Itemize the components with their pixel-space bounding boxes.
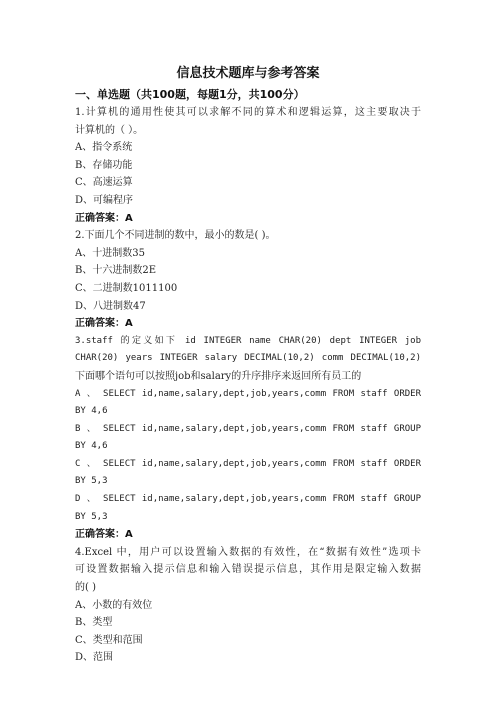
question-4-option-b: B、类型 bbox=[75, 617, 113, 629]
question-4-stem-line-1: 4.Excel 中，用户可以设置输入数据的有效性，在“数据有效性”选项卡 bbox=[75, 546, 421, 558]
document-title: 信息技术题库与参考答案 bbox=[176, 66, 320, 81]
question-4-stem-line-3: 的( ) bbox=[75, 582, 96, 594]
question-3-option-c-line-1: C 、 SELECT id,name,salary,dept,job,years,comm FROM staff ORDER bbox=[75, 458, 421, 469]
question-3-option-c-line-2: BY 5,3 bbox=[75, 476, 108, 487]
question-3-stem-line-2: CHAR(20) years INTEGER salary DECIMAL(10,2) comm DECIMAL(10,2) bbox=[75, 353, 421, 364]
question-2 bbox=[75, 227, 421, 333]
page-content bbox=[75, 64, 421, 667]
question-3-option-b-line-1: B 、 SELECT id,name,salary,dept,job,years,comm FROM staff GROUP bbox=[75, 423, 421, 434]
question-1-option-b: B、存储功能 bbox=[75, 159, 133, 171]
question-2-stem: 2.下面几个不同进制的数中，最小的数是( )。 bbox=[75, 230, 276, 242]
question-3-option-d-line-1: D 、 SELECT id,name,salary,dept,job,years,comm FROM staff GROUP bbox=[75, 494, 421, 505]
question-2-answer: 正确答案：A bbox=[75, 318, 133, 330]
question-4-stem-line-2: 可设置数据输入提示信息和输入错误提示信息，其作用是限定输入数据 bbox=[75, 564, 421, 576]
question-3-answer: 正确答案：A bbox=[75, 529, 133, 541]
question-4-option-d: D、范围 bbox=[75, 652, 114, 664]
question-1-option-a: A、指令系统 bbox=[75, 142, 133, 154]
question-3-option-d-line-2: BY 5,3 bbox=[75, 511, 108, 522]
question-4-option-a: A、小数的有效位 bbox=[75, 599, 153, 611]
question-3-option-a-line-1: A 、 SELECT id,name,salary,dept,job,years,comm FROM staff ORDER bbox=[75, 388, 421, 399]
question-3-option-a-line-2: BY 4,6 bbox=[75, 406, 108, 417]
question-2-option-b: B、十六进制数2E bbox=[75, 265, 157, 277]
question-3-option-b-line-2: BY 4,6 bbox=[75, 441, 108, 452]
question-1 bbox=[75, 104, 421, 227]
question-2-option-d: D、八进制数47 bbox=[75, 300, 146, 312]
question-1-stem-line-1: 1.计算机的通用性使其可以求解不同的算术和逻辑运算，这主要取决于 bbox=[75, 107, 421, 118]
question-1-answer: 正确答案：A bbox=[75, 212, 133, 224]
question-4 bbox=[75, 544, 421, 667]
question-3-stem-line-1: 3.staff 的定义如下 id INTEGER name CHAR(20) dept INTEGER job bbox=[75, 335, 421, 346]
question-2-option-a: A、十进制数35 bbox=[75, 247, 145, 259]
question-4-option-c: C、类型和范围 bbox=[75, 634, 143, 646]
question-1-option-d: D、可编程序 bbox=[75, 194, 134, 206]
question-3 bbox=[75, 333, 421, 544]
section-heading: 一、单选题（共100题，每题1分，共100分） bbox=[75, 88, 305, 101]
question-1-stem-line-2: 计算机的（ ）。 bbox=[75, 124, 144, 136]
question-1-option-c: C、高速运算 bbox=[75, 177, 133, 189]
question-3-stem-line-3: 下面哪个语句可以按照job和salary的升序排序来返回所有员工的 bbox=[75, 370, 362, 382]
question-2-option-c: C、二进制数1011100 bbox=[75, 282, 178, 294]
